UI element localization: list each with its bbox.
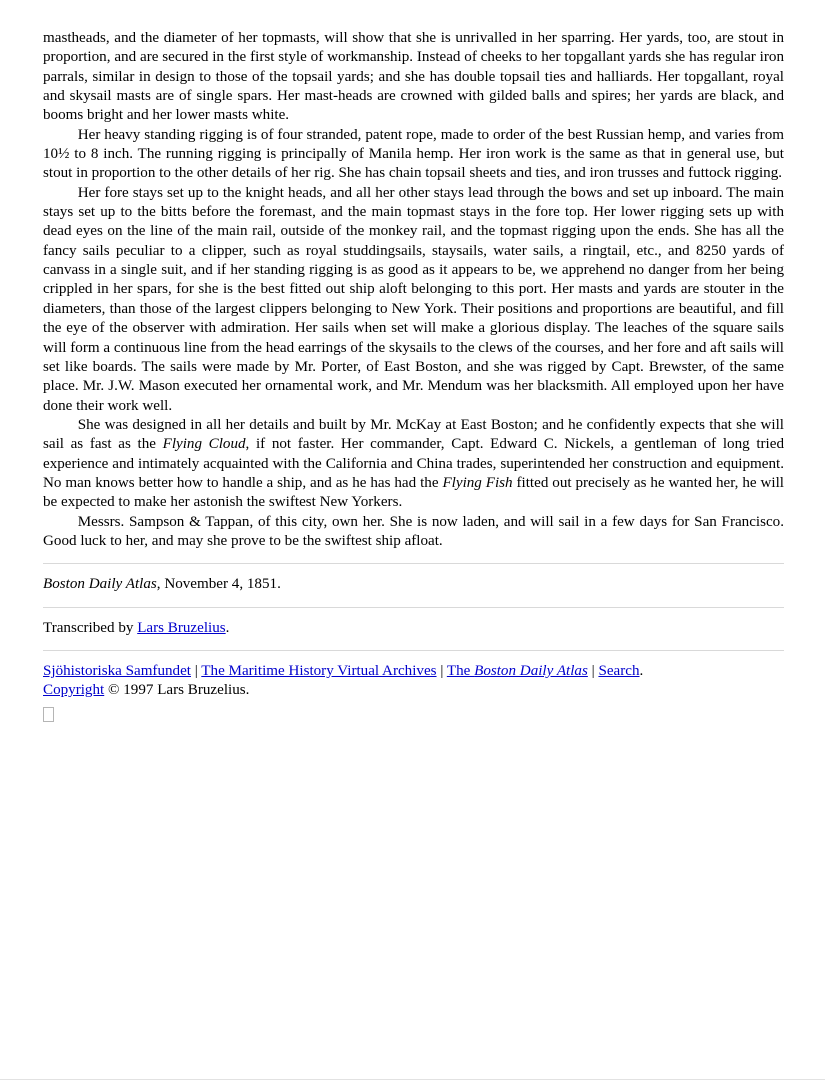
link-boston-daily-atlas-prefix: The (446, 662, 475, 679)
paragraph-4-segment-1: She was designed in all her details and built by Mr. McKay at East Boston; and he confidently expects that she will sail as fast as the (43, 416, 784, 453)
footer-nav-line (43, 662, 784, 681)
source-date: , November 4, 1851. (156, 576, 281, 593)
copyright-line (43, 681, 784, 700)
nav-trailing-period: . (639, 662, 644, 679)
link-copyright[interactable]: Copyright (43, 682, 105, 699)
source-publication-name: Boston Daily Atlas (43, 576, 157, 593)
paragraph-4-segment-2: , if not faster. Her commander, Capt. Edward C. Nickels, a gentleman of long tried experience and intimately acquainted with the California and China trades, superintended her construction and equipment. No man knows better how to handle a ship, and as he has had the (43, 436, 784, 491)
copyright-text: © 1997 Lars Bruzelius. (104, 682, 250, 699)
transcription-suffix: . (225, 619, 230, 636)
broken-image-placeholder-icon (43, 707, 54, 722)
link-lars-bruzelius[interactable]: Lars Bruzelius (137, 619, 226, 636)
link-maritime-history-virtual-archives[interactable]: The Maritime History Virtual Archives (201, 662, 437, 679)
divider-above-footer (43, 650, 784, 651)
divider-above-transcription (43, 607, 784, 608)
paragraph-5: Messrs. Sampson & Tappan, of this city, own her. She is now laden, and will sail in a few days for San Francisco. Good luck to her, and may she prove to be the swiftest ship afloat. (43, 513, 784, 549)
document-content (43, 29, 784, 722)
paragraph-4-segment-3: fitted out precisely as he wanted her, he will be expected to make her astonish the swiftest New Yorkers. (43, 474, 785, 511)
link-boston-daily-atlas-italic: Boston Daily Atlas (474, 662, 588, 679)
nav-separator-1: | (191, 662, 202, 679)
paragraph-3: Her fore stays set up to the knight heads, and all her other stays lead through the bows and set up inboard. The main stays set up to the bitts before the foremast, and the main topmast stays in the fore top. Her lower rigging sets up with dead eyes on the line of the main rail, outside of the monkey rail, and the topmast rigging upon the ends. She has all the fancy sails peculiar to a clipper, such as royal studdingsails, staysails, water sails, a ringtail, etc., and 8250 yards of canvass in a single suit, and if her standing rigging is as good as it appears to be, we apprehend no danger from her being crippled in her spars, for she is the best fitted out ship aloft belonging to this port. Her masts and yards are stouter in the diameters, than those of the largest clippers belonging to New York. Their positions and proportions are beautiful, and fill the eye of the observer with admiration. Her sails when set will make a glorious display. The leaches of the square sails will form a continuous line from the head earrings of the skysails to the clews of the courses, and her fore and aft sails will set like boards. The sails were made by Mr. Porter, of East Boston, and she was rigged by Capt. Brewster, of the same place. Mr. J.W. Mason executed her ornamental work, and Mr. Mendum was her blacksmith. All employed upon her have done their work well. (43, 184, 784, 414)
nav-separator-3: | (587, 662, 599, 679)
transcription-prefix: Transcribed by (43, 619, 138, 636)
paragraph-1: mastheads, and the diameter of her topmasts, will show that she is unrivalled in her sparring. Her yards, too, are stout in proportion, and are secured in the first style of workmanship. Instead of cheeks to her topgallant yards she has regular iron parrals, similar in design to those of the topsail yards; and she has double topsail ties and halliards. Her topgallant, royal and skysail masts are of single spars. Her mast-heads are crowned with gilded balls and spires; her yards are black, and booms bright and her lower masts white. (43, 30, 784, 124)
source-attribution (43, 575, 784, 594)
divider-above-attribution (43, 563, 784, 564)
paragraph-2: Her heavy standing rigging is of four stranded, patent rope, made to order of the best Russian hemp, and varies from 10½ to 8 inch. The running rigging is principally of Manila hemp. Her iron work is the same as that in general use, but stout in proportion to the other details of her rig. She has chain topsail sheets and ties, and iron trusses and futtock rigging. (43, 126, 784, 182)
transcription-credit (43, 619, 784, 638)
link-sjohistoriska-samfundet[interactable]: Sjöhistoriska Samfundet (43, 662, 191, 679)
footer-navigation (43, 662, 784, 722)
ship-name-flying-cloud: Flying Cloud (162, 436, 246, 453)
paragraph-4 (43, 416, 784, 513)
nav-separator-2: | (436, 662, 447, 679)
ship-name-flying-fish: Flying Fish (442, 474, 513, 491)
link-search[interactable]: Search (598, 662, 640, 679)
link-boston-daily-atlas[interactable] (447, 663, 588, 679)
